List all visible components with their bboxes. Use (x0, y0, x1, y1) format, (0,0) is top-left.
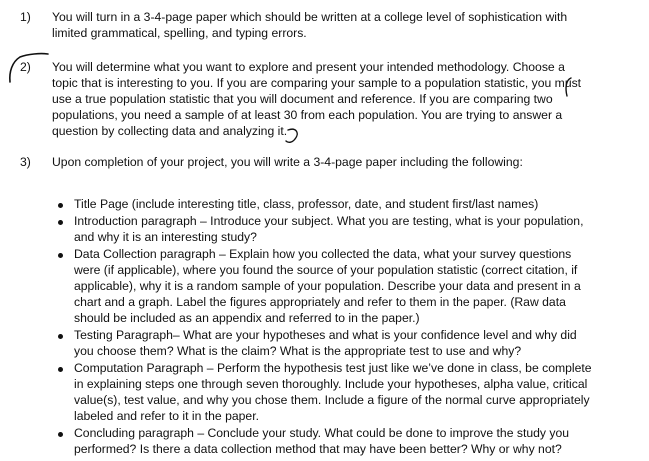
bullet-text-line: you choose them? What is the claim? What is the appropriate test to use and why? (74, 344, 522, 358)
item-text-line: You will turn in a 3-4-page paper which should be written at a college level of sophistication with (52, 10, 568, 24)
bullet-text-line: Concluding paragraph – Conclude your study. What could be done to improve the study you (74, 426, 570, 440)
bullet-text-line: Data Collection paragraph – Explain how you collected the data, what your survey questions (74, 247, 572, 261)
bullet-text-line: were (if applicable), where you found the source of your population statistic (correct citation, if (74, 263, 578, 277)
item-number: 3) (20, 155, 31, 169)
bullet-text-line: should be included as an appendix and referred to in the paper.) (74, 311, 420, 325)
bullet-text-line: Title Page (include interesting title, class, professor, date, and student first/last names) (74, 197, 539, 211)
bullet-text-line: in explaining steps one through seven thoroughly. Include your hypotheses, alpha value, critical (74, 377, 588, 391)
pen-bracket-mark (10, 54, 48, 82)
bullet-text-line: Computation Paragraph – Perform the hypothesis test just like we’ve done in class, be complete (74, 361, 592, 375)
bullet-text-line: and why it is an interesting study? (74, 230, 257, 244)
pen-insert-bracket-mark (566, 78, 571, 96)
bullet-text-line: applicable), why it is a random sample of your population. Describe your data and present in a (74, 279, 581, 293)
bullet-text-line: Introduction paragraph – Introduce your subject. What you are testing, what is your population, (74, 214, 584, 228)
bullet-text-line: value(s), test value, and why you chose them. Include a figure of the normal curve appropriately (74, 393, 590, 407)
item-text-line: topic that is interesting to you. If you are comparing your sample to a population statistic, you must (52, 76, 582, 90)
bullet-text-line: chart and a graph. Label the figures appropriately and refer to them in the paper. (Raw data (74, 295, 566, 309)
bullet-text-line: performed? Is there a data collection method that may have been better? Why or why not? (74, 442, 562, 456)
bullet-text-line: labeled and refer to it in the paper. (74, 409, 259, 423)
item-text-line: You will determine what you want to explore and present your intended methodology. Choose a (52, 60, 565, 74)
item-text-line: use a true population statistic that you will document and reference. If you are comparing two (52, 92, 553, 106)
bullet-text-line: Testing Paragraph– What are your hypotheses and what is your confidence level and why did (74, 328, 577, 342)
item-number: 2) (20, 60, 31, 74)
item-text-line: limited grammatical, spelling, and typing errors. (52, 26, 307, 40)
item-text-line: question by collecting data and analyzing it. (52, 124, 288, 138)
pen-close-curve-mark (286, 129, 297, 142)
item-text-line: Upon completion of your project, you will write a 3-4-page paper including the following: (52, 155, 523, 169)
item-number: 1) (20, 10, 31, 24)
item-text-line: populations, you need a sample of at least 30 from each population. You are trying to answer a (52, 108, 563, 122)
